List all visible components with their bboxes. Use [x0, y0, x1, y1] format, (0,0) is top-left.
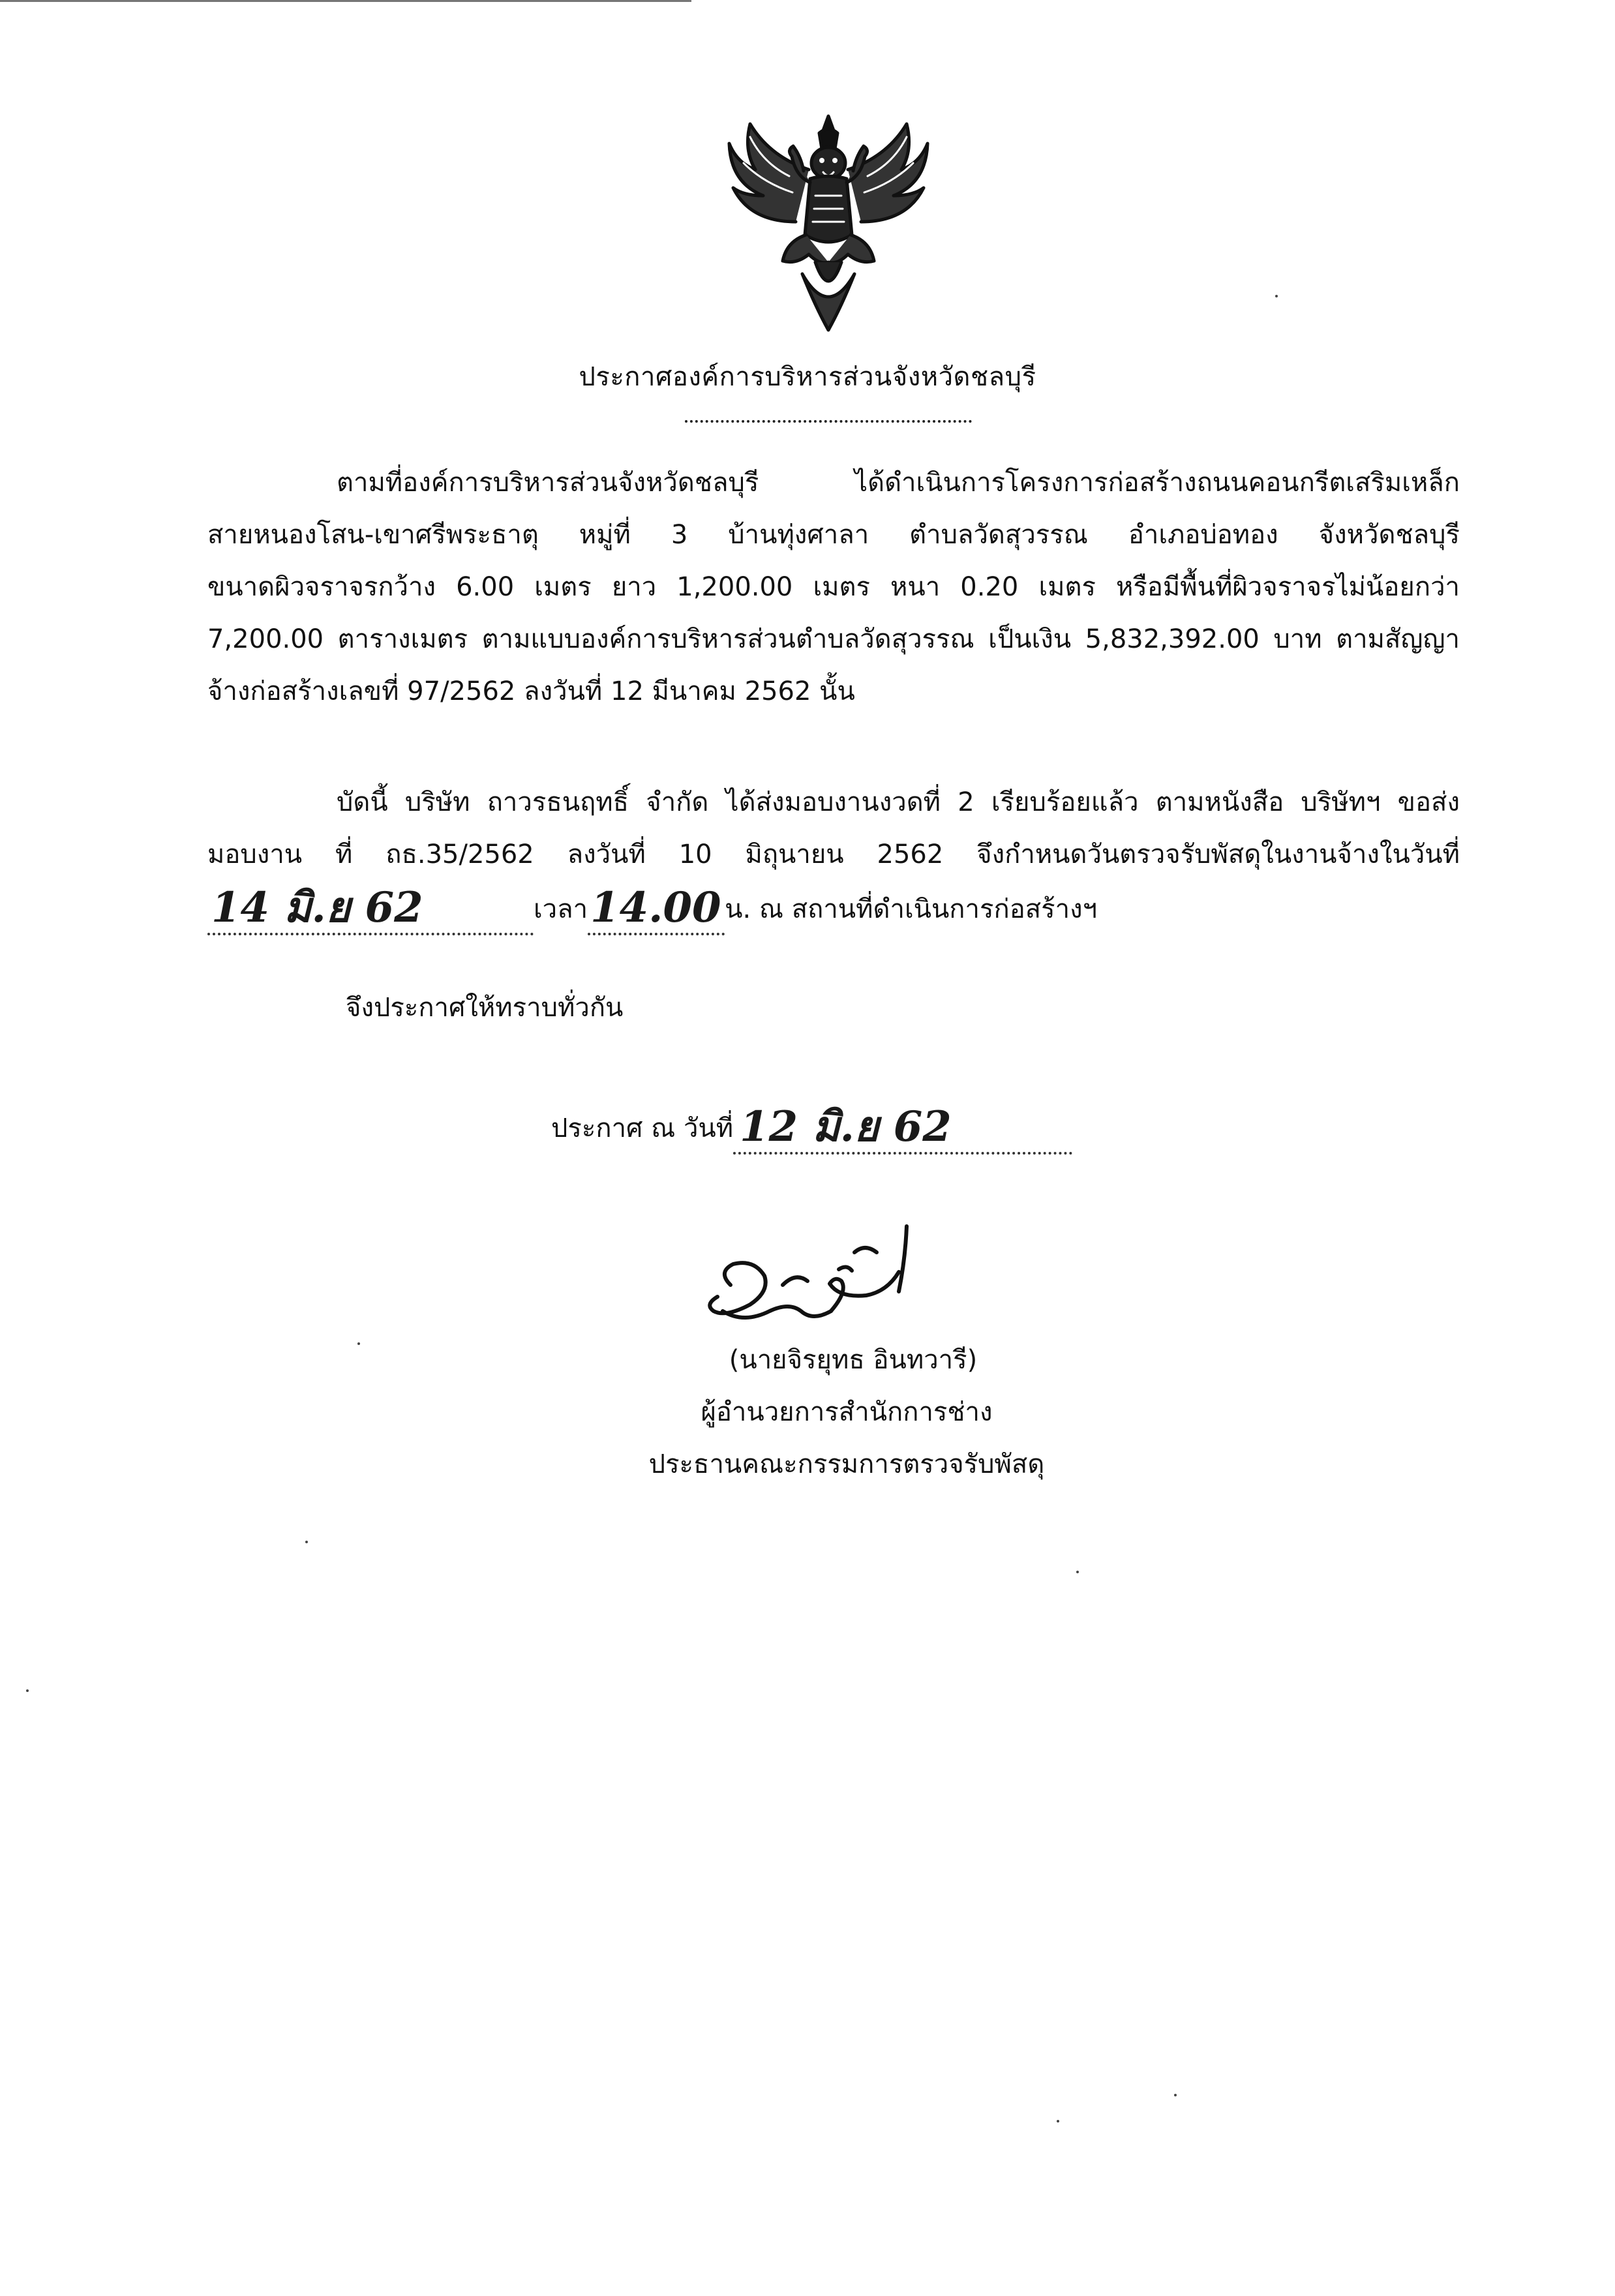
- scan-speck: [357, 1342, 360, 1345]
- scan-speck: [1057, 2120, 1059, 2122]
- paragraph1-line: ขนาดผิวจราจรกว้าง 6.00 เมตร ยาว 1,200.00 เมตร หนา 0.20 เมตร หรือมีพื้นที่ผิวจราจรไม่น้อยกว่า: [207, 572, 1460, 602]
- scan-speck: [305, 1541, 308, 1543]
- scan-speck: [1076, 1571, 1079, 1573]
- inspection-date-blank: [207, 883, 534, 935]
- scan-speck: [1174, 2094, 1177, 2096]
- garuda-emblem-icon: [724, 111, 933, 333]
- paragraph1-line: จ้างก่อสร้างเลขที่ 97/2562 ลงวันที่ 12 มีนาคม 2562 นั้น: [207, 676, 855, 706]
- scan-speck: [1275, 295, 1278, 297]
- paragraph1-line: 7,200.00 ตารางเมตร ตามแบบองค์การบริหารส่วนตำบลวัดสุวรรณ เป็นเงิน 5,832,392.00 บาท ตามสัญญา: [207, 624, 1460, 654]
- paragraph1-line: ตามที่องค์การบริหารส่วนจังหวัดชลบุรี ได้ดำเนินการโครงการก่อสร้างถนนคอนกรีตเสริมเหล็ก: [337, 468, 1460, 498]
- scan-speck: [26, 1689, 29, 1692]
- announcement-date-label: ประกาศ ณ วันที่: [551, 1113, 734, 1143]
- announcement-date-blank: [733, 1102, 1072, 1155]
- inspection-date-line: [207, 883, 1460, 935]
- closing-statement: จึงประกาศให้ทราบทั่วกัน: [346, 993, 624, 1023]
- paragraph-project-details: [207, 457, 1460, 718]
- signer-position: ผู้อำนวยการสำนักการช่าง: [701, 1397, 993, 1427]
- title-dotted-divider: [685, 417, 972, 423]
- signer-name: (นายจิรยุทธ อินทวารี): [729, 1345, 978, 1375]
- paragraph1-line: สายหนองโสน-เขาศรีพระธาตุ หมู่ที่ 3 บ้านทุ่งศาลา ตำบลวัดสุวรรณ อำเภอบ่อทอง จังหวัดชลบุรี: [207, 520, 1460, 550]
- handwritten-inspection-date: 14 มิ.ย 62: [211, 883, 423, 932]
- inspection-time-blank: [588, 883, 725, 935]
- inspection-location-text: น. ณ สถานที่ดำเนินการก่อสร้างฯ: [725, 894, 1098, 924]
- paragraph-delivery-notice: [207, 776, 1460, 881]
- paragraph2-line: มอบงาน ที่ ถธ.35/2562 ลงวันที่ 10 มิถุนายน 2562 จึงกำหนดวันตรวจรับพัสดุในงานจ้างในวันที่: [207, 839, 1460, 869]
- paragraph2-line: บัดนี้ บริษัท ถาวรธนฤทธิ์ จำกัด ได้ส่งมอบงานงวดที่ 2 เรียบร้อยแล้ว ตามหนังสือ บริษัทฯ ขอส่ง: [337, 787, 1460, 817]
- handwritten-inspection-time: 14.00: [590, 883, 721, 932]
- document-title: ประกาศองค์การบริหารส่วนจังหวัดชลบุรี: [579, 362, 1036, 392]
- time-label: เวลา: [534, 894, 588, 924]
- handwritten-announcement-date: 12 มิ.ย 62: [740, 1102, 952, 1151]
- announcement-date-line: [551, 1102, 1072, 1155]
- signer-committee-role: ประธานคณะกรรมการตรวจรับพัสดุ: [648, 1449, 1045, 1479]
- scan-top-edge-line: [0, 0, 691, 5]
